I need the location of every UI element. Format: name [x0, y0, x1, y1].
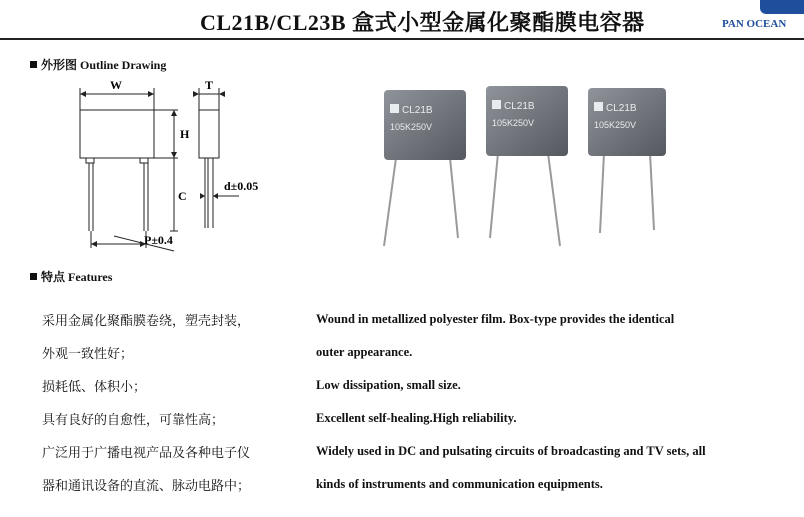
dim-c-label: C — [178, 189, 187, 203]
brand-logo-text: PAN OCEAN — [722, 18, 787, 30]
capacitor-3 — [588, 88, 666, 233]
capacitor-1 — [384, 90, 466, 246]
brand-logo-mark — [760, 0, 804, 14]
brand-mark-icon — [390, 104, 399, 113]
outline-heading — [30, 56, 166, 73]
feature-cn-line: 器和通讯设备的直流、脉动电路中； — [42, 479, 251, 494]
capacitor-3-label1: CL21B — [606, 103, 637, 114]
brand-mark-icon — [492, 100, 501, 109]
feature-en-line: outer appearance. — [316, 345, 413, 359]
feature-en-line: Low dissipation, small size. — [316, 378, 461, 392]
dim-h-label: H — [180, 127, 190, 141]
feature-cn-line: 具有良好的自愈性，可靠性高； — [42, 413, 225, 428]
dim-w-label: W — [110, 78, 122, 92]
page-title: CL21B/CL23B 盒式小型金属化聚酯膜电容器 — [200, 10, 645, 35]
bullet-square-icon — [30, 273, 37, 280]
dim-d-label: d±0.05 — [224, 179, 259, 193]
feature-cn-line: 外观一致性好； — [42, 347, 134, 362]
feature-cn-line: 损耗低、体积小； — [42, 380, 147, 395]
outline-drawing — [74, 76, 274, 256]
feature-en-line: Excellent self-healing.High reliability. — [316, 411, 517, 425]
capacitor-2 — [486, 86, 568, 246]
capacitor-2-label2: 105K250V — [492, 118, 535, 128]
dim-t-label: T — [205, 78, 214, 92]
product-photo — [370, 78, 670, 258]
feature-cn-line: 广泛用于广播电视产品及各种电子仪 — [42, 446, 251, 461]
feature-en-line: Widely used in DC and pulsating circuits of broadcasting and TV sets, all — [316, 444, 706, 458]
features-heading-label: 特点 Features — [41, 270, 113, 284]
capacitor-1-label2: 105K250V — [390, 122, 433, 132]
outline-heading-label: 外形图 Outline Drawing — [41, 58, 167, 72]
dim-p-label: P±0.4 — [144, 233, 173, 247]
brand-mark-icon — [594, 102, 603, 111]
bullet-square-icon — [30, 61, 37, 68]
feature-en-line: Wound in metallized polyester film. Box-type provides the identical — [316, 312, 675, 326]
header-rule — [0, 38, 804, 40]
feature-cn-line: 采用金属化聚酯膜卷绕，塑壳封装， — [42, 314, 251, 329]
capacitor-1-label1: CL21B — [402, 105, 433, 116]
features-heading — [30, 268, 112, 285]
capacitor-2-label1: CL21B — [504, 101, 535, 112]
capacitor-3-label2: 105K250V — [594, 120, 637, 130]
feature-en-line: kinds of instruments and communication equipments. — [316, 477, 603, 491]
